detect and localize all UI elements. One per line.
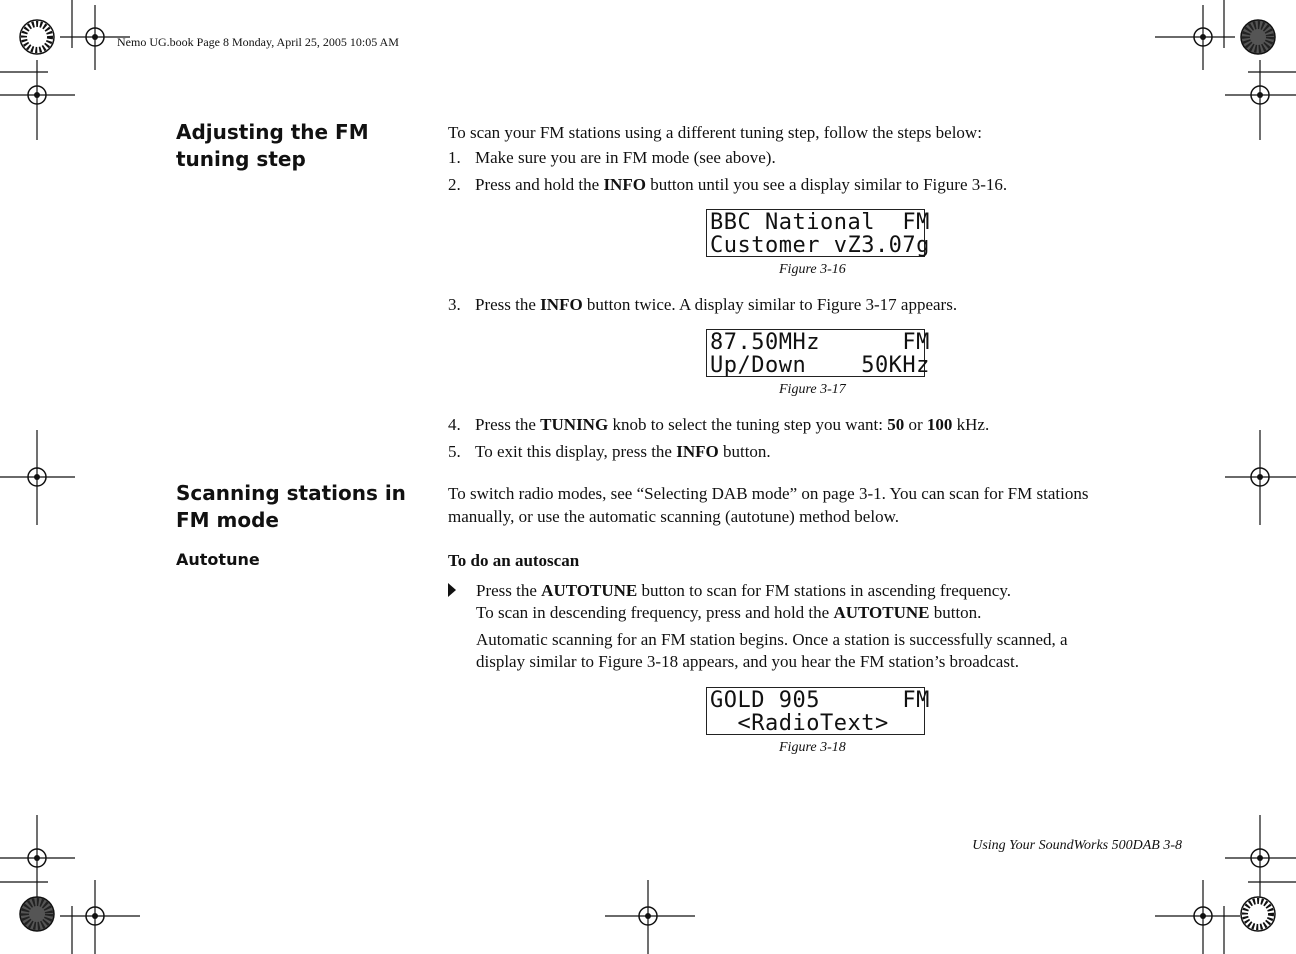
fm-step-intro: To scan your FM stations using a different tuning step, follow the steps below:: [448, 123, 982, 142]
autotune-instruction-1: [476, 580, 1011, 602]
tuning-knob-label: TUNING: [540, 415, 609, 434]
step-number: 2.: [448, 175, 461, 194]
autotune-result-paragraph: [476, 629, 1068, 673]
step-text: knob to select the tuning step you want:: [608, 415, 888, 434]
autoscan-subheading: To do an autoscan: [448, 551, 580, 570]
lcd-line-1: 87.50MHz FM: [710, 330, 930, 355]
autotune-button-label: AUTOTUNE: [833, 603, 930, 622]
step-4: [448, 413, 989, 436]
step-text: Press the: [475, 415, 541, 434]
section-heading-autotune: Autotune: [176, 550, 260, 569]
paragraph-line: Automatic scanning for an FM station begins. Once a station is successfully scanned, a: [476, 630, 1068, 649]
lcd-display-figure-3-18: [706, 687, 930, 736]
step-text: or: [904, 415, 927, 434]
step-5: [448, 440, 771, 463]
step-text: Press the: [475, 295, 541, 314]
step-text: button.: [718, 442, 771, 461]
instruction-text: Press the: [476, 581, 542, 600]
section-heading-scanning: [176, 480, 406, 534]
autotune-button-label: AUTOTUNE: [541, 581, 638, 600]
step-text: Make sure you are in FM mode (see above).: [475, 148, 776, 167]
step-value-50: 50: [887, 415, 905, 434]
instruction-text: To scan in descending frequency, press and hold the: [476, 603, 834, 622]
lcd-line-2: Customer vZ3.07g: [710, 233, 930, 258]
lcd-line-2: <RadioText>: [710, 711, 889, 736]
heading-line: Adjusting the FM: [176, 120, 369, 144]
step-3: [448, 293, 957, 316]
step-number: 1.: [448, 148, 461, 167]
page-footer: Using Your SoundWorks 500DAB 3-8: [972, 838, 1182, 853]
step-text: button twice. A display similar to Figure 3-17 appears.: [582, 295, 958, 314]
step-number: 5.: [448, 442, 461, 461]
step-value-100: 100: [926, 415, 953, 434]
heading-line: tuning step: [176, 147, 306, 171]
step-text: Press and hold the: [475, 175, 604, 194]
paragraph-line: manually, or use the automatic scanning (autotune) method below.: [448, 507, 899, 526]
paragraph-line: display similar to Figure 3-18 appears, and you hear the FM station’s broadcast.: [476, 652, 1019, 671]
instruction-text: button to scan for FM stations in ascending frequency.: [637, 581, 1011, 600]
figure-caption: Figure 3-17: [779, 382, 846, 397]
info-button-label: INFO: [676, 442, 719, 461]
step-text: kHz.: [952, 415, 990, 434]
section-heading-fm-step: [176, 119, 369, 173]
step-number: 4.: [448, 415, 461, 434]
lcd-display-figure-3-17: [706, 329, 930, 378]
lcd-line-1: BBC National FM: [710, 210, 930, 235]
paragraph-line: To switch radio modes, see “Selecting DAB mode” on page 3-1. You can scan for FM stations: [448, 484, 1089, 503]
info-button-label: INFO: [540, 295, 583, 314]
scanning-paragraph: [448, 482, 1088, 528]
lcd-line-2: Up/Down 50KHz: [710, 353, 930, 378]
figure-caption: Figure 3-18: [779, 740, 846, 755]
step-1: [448, 146, 776, 169]
book-info-header: Nemo UG.book Page 8 Monday, April 25, 2005 10:05 AM: [117, 35, 399, 49]
step-text: To exit this display, press the: [475, 442, 677, 461]
autotune-instruction-2: [476, 602, 981, 624]
lcd-line-1: GOLD 905 FM: [710, 688, 930, 713]
info-button-label: INFO: [603, 175, 646, 194]
heading-line: FM mode: [176, 508, 279, 532]
figure-caption: Figure 3-16: [779, 262, 846, 277]
instruction-text: button.: [929, 603, 982, 622]
step-text: button until you see a display similar to Figure 3-16.: [645, 175, 1008, 194]
lcd-display-figure-3-16: [706, 209, 930, 258]
step-2: [448, 173, 1007, 196]
heading-line: Scanning stations in: [176, 481, 406, 505]
bullet-arrow-icon: [448, 583, 456, 597]
step-number: 3.: [448, 295, 461, 314]
